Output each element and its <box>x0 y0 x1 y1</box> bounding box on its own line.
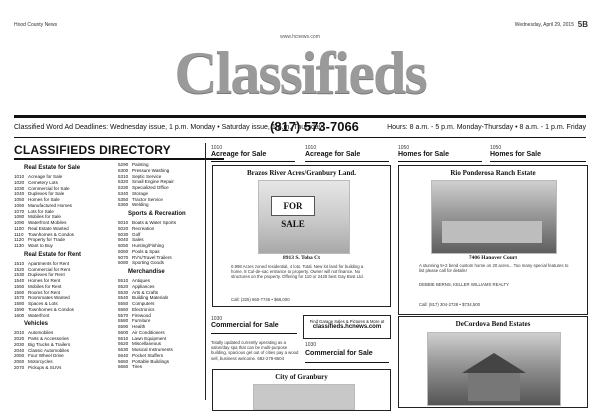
directory-item-code: 5620 <box>118 341 129 347</box>
directory-item-code: 1550 <box>14 283 25 289</box>
directory-section-heading: Real Estate for Rent <box>24 251 82 258</box>
category-homes-for-sale: Homes for Sale <box>490 151 541 158</box>
directory-item-label: Big Trucks & Trailers <box>28 341 71 347</box>
directory-item-code: 5020 <box>118 225 129 231</box>
directory-item-code: 1540 <box>14 278 25 283</box>
classified-phone: (817) 573-7066 <box>270 119 359 134</box>
directory-item-label: Parts & Accessories <box>28 336 69 341</box>
directory-item-code: 1010 <box>14 174 25 179</box>
directory-item-label: Townhomes & Condos <box>28 306 74 312</box>
directory-item-code: 2030 <box>14 341 25 347</box>
commercial-ad-text: Totally updated currently operating as a salon/day spa that can be multi-purpose building, spacious get out of cities pay a wood sell, business welcome. 682-279-6504 <box>211 340 299 361</box>
category-rule <box>490 161 586 162</box>
directory-item <box>14 365 109 371</box>
directory-column-2 <box>118 162 214 370</box>
directory-item-code: 5580 <box>118 318 129 324</box>
directory-item <box>14 313 109 319</box>
directory-item-code: 2010 <box>14 330 25 336</box>
directory-item-code: 1560 <box>14 289 25 295</box>
house-photo <box>427 332 561 406</box>
directory-item-label: Furniture <box>132 318 151 324</box>
directory-item-label: Automobiles <box>28 330 54 336</box>
ad-city-of-granbury <box>212 369 391 411</box>
page-number: 5B <box>577 20 588 29</box>
directory-item-label: Antiques <box>132 278 150 283</box>
directory-item-code: 1050 <box>14 197 25 202</box>
directory-item-code: 5360 <box>118 202 129 208</box>
category-code: 1050 <box>398 145 410 151</box>
promo-url[interactable]: classifieds.hcnews.com <box>312 324 382 330</box>
ad-address: 8913 S. Toba Ct <box>283 255 320 261</box>
directory-item-code: 5080 <box>118 260 129 266</box>
ad-brazos-river-acres <box>212 165 391 307</box>
directory-title: CLASSIFIEDS DIRECTORY <box>14 143 171 157</box>
directory-item <box>118 364 214 370</box>
directory-item <box>14 243 109 249</box>
directory-item-code: 5650 <box>118 358 129 364</box>
ad-decordova-bend-estates <box>398 316 588 408</box>
directory-item-label: Appliances <box>132 283 155 289</box>
directory-item-code: 5350 <box>118 196 129 202</box>
directory-item-code: 2050 <box>14 353 25 359</box>
classifieds-directory <box>14 143 224 400</box>
house-shape <box>442 221 542 243</box>
directory-item-code: 1070 <box>14 208 25 214</box>
directory-item-label: Painting <box>132 162 149 167</box>
directory-item-code: 5600 <box>118 329 129 335</box>
directory-item-label: Storage <box>132 190 149 196</box>
directory-item-label: Mobiles for Sale <box>28 214 61 220</box>
directory-item-label: Property for Trade <box>28 237 66 243</box>
roof-shape <box>462 353 526 373</box>
category-acreage-for-sale: Acreage for Sale <box>305 151 361 158</box>
directory-item-code: 1040 <box>14 191 25 197</box>
directory-item-code: 5040 <box>118 237 129 243</box>
directory-item-code: 5530 <box>118 289 129 295</box>
house-wall <box>468 373 520 401</box>
masthead-title: Classifieds <box>174 40 426 106</box>
directory-item-code: 1120 <box>14 237 24 243</box>
promo-line-1: Find Garage Sales & Pictures & More at <box>309 319 385 324</box>
ranch-photo <box>431 180 557 254</box>
directory-item-code: 5060 <box>118 248 129 254</box>
category-rule <box>305 362 389 363</box>
category-rule <box>398 161 482 162</box>
column-divider <box>205 143 206 400</box>
directory-item-label: Classic Automobiles <box>28 347 70 353</box>
directory-item-code: 1570 <box>14 295 25 301</box>
directory-item-label: Waterfront <box>28 312 50 318</box>
directory-item-label: Lawn Equipment <box>132 335 167 341</box>
category-acreage-for-sale: Acreage for Sale <box>211 151 267 158</box>
directory-item-label: Commercial for Sale <box>28 185 70 191</box>
directory-item-code: 5340 <box>118 190 129 196</box>
directory-item <box>118 260 214 266</box>
directory-item-code: 1530 <box>14 272 25 278</box>
directory-item-code: 5540 <box>118 295 129 301</box>
directory-item-code: 5550 <box>118 301 129 306</box>
directory-item-code: 5520 <box>118 283 129 289</box>
directory-section-heading: Sports & Recreation <box>128 211 186 217</box>
directory-item-label: Welding <box>132 202 149 208</box>
directory-item-label: Portable Buildings <box>132 358 170 364</box>
directory-item-label: Roommates Wanted <box>28 295 70 301</box>
directory-item-label: Air Conditioners <box>132 329 165 335</box>
ad-title: DeCordova Bend Estates <box>455 320 531 328</box>
directory-item-label: Hunting/Fishing <box>132 243 164 248</box>
directory-section-heading: Real Estate for Sale <box>24 165 81 171</box>
directory-item-label: Cemetery Lots <box>28 179 58 185</box>
directory-item-code: 5660 <box>118 364 129 370</box>
category-code: 1010 <box>305 145 317 151</box>
directory-item-label: Apartments for Rent <box>28 260 70 266</box>
directory-item-code: 1090 <box>14 220 25 225</box>
directory-item <box>118 202 214 208</box>
directory-item-label: Want to Buy <box>28 243 53 248</box>
bar-rule <box>14 137 586 138</box>
issue-date: Wednesday, April 29, 2015 <box>514 22 574 28</box>
directory-item-code: 2070 <box>14 364 25 370</box>
directory-item-label: Boats & Water Sports <box>132 220 176 225</box>
directory-item-code: 5290 <box>118 162 129 167</box>
directory-item-code: 5010 <box>118 220 129 225</box>
classifieds-website-promo <box>303 315 391 339</box>
directory-item-code: 1590 <box>14 306 25 312</box>
directory-item-label: Four Wheel Drive <box>28 353 64 359</box>
ad-description: 0.998 Acres zoned residential, 4 lots. Total. New lot land for building a home. 8 Cul-de-sac entrance to property. Owner will not finance. No structures on the property. Offering for 110 or 2425 best Gay Bost Ltd. <box>231 264 364 280</box>
directory-item-code: 1580 <box>14 301 25 306</box>
directory-item-label: Specialized Office <box>132 185 169 190</box>
directory-item-label: Sales <box>132 237 144 243</box>
directory-item-label: Lots for Sale <box>28 208 54 214</box>
category-rule <box>211 333 297 334</box>
directory-item-code: 1510 <box>14 260 25 266</box>
deadline-bar <box>14 118 586 136</box>
ad-agent: DEBBIE BERNS, KELLER WILLIAMS REALTY <box>419 282 509 287</box>
directory-item-code: 5640 <box>118 352 129 358</box>
directory-column-1 <box>14 162 109 371</box>
directory-item-code: 2060 <box>14 359 25 364</box>
land-photo <box>258 180 350 254</box>
directory-item-code: 5590 <box>118 324 129 329</box>
directory-item-code: 1030 <box>14 185 25 191</box>
directory-item-code: 1100 <box>14 225 24 231</box>
directory-item-code: 1060 <box>14 202 25 208</box>
directory-item-code: 5510 <box>118 278 129 283</box>
directory-item-label: Septic Service <box>132 173 162 179</box>
ad-rio-ponderosa <box>398 165 588 315</box>
ad-phone-price: Call: (817) 304-2728 • $734,500 <box>419 302 480 307</box>
directory-item-code: 2040 <box>14 347 25 353</box>
directory-item-label: Computers <box>132 301 155 306</box>
category-commercial-for-sale: Commercial for Sale <box>211 322 279 329</box>
ad-title: Rio Ponderosa Ranch Estate <box>450 169 536 177</box>
directory-item-label: Arts & Crafts <box>132 289 159 295</box>
directory-item-label: Manufactured Homes <box>28 202 72 208</box>
directory-item-label: Building Materials <box>132 295 169 301</box>
directory-item-code: 5030 <box>118 231 129 237</box>
directory-item-label: Electronics <box>132 306 155 312</box>
directory-item-code: 1020 <box>14 179 25 185</box>
category-commercial-for-sale: Commercial for Sale <box>305 350 373 357</box>
category-code: 1010 <box>211 145 223 151</box>
ad-address: 7406 Hanover Court <box>468 255 518 261</box>
directory-item-code: 5320 <box>118 179 129 185</box>
city-photo <box>253 384 355 410</box>
directory-item-label: Mobiles for Rent <box>28 283 62 289</box>
directory-item-code: 5070 <box>118 254 129 260</box>
ad-description: A stunning 5+2 bend custom home on 20 acres... Too many special features to list please call for details! <box>419 263 569 274</box>
directory-item-code: 5050 <box>118 243 129 248</box>
category-code: 1030 <box>211 316 223 322</box>
directory-item-label: Pools & Spas <box>132 248 160 254</box>
directory-item-label: Spaces & Lots <box>28 301 58 306</box>
category-rule <box>305 161 389 162</box>
directory-item-label: Homes for Rent <box>28 278 61 283</box>
office-hours: Hours: 8 a.m. - 5 p.m. Monday-Thursday • 8 a.m. - 1 p.m. Friday <box>387 124 586 131</box>
directory-rule <box>14 158 224 160</box>
directory-item-label: Miscellaneous <box>132 341 162 347</box>
directory-section-heading: Vehicles <box>24 321 49 328</box>
directory-item-label: Waterfront Mobiles <box>28 220 67 225</box>
directory-item-code: 2020 <box>14 336 25 341</box>
directory-item-label: Motorcycles <box>28 359 53 364</box>
directory-item-label: Duplexes for Rent <box>28 272 65 278</box>
directory-item-label: Recreation <box>132 225 155 231</box>
directory-item-code: 5310 <box>118 173 129 179</box>
directory-item-label: Sporting Goods <box>132 260 164 266</box>
directory-item-label: Real Estate Wanted <box>28 225 69 231</box>
site-url: www.hcnews.com <box>280 34 320 40</box>
category-homes-for-sale: Homes for Sale <box>398 151 449 158</box>
directory-item-code: 5570 <box>118 312 129 318</box>
directory-item-code: 5300 <box>118 167 129 173</box>
directory-item-code: 1110 <box>14 231 24 237</box>
directory-item-label: Pocket Stuffers <box>132 352 164 358</box>
category-code: 1050 <box>490 145 502 151</box>
directory-item-code: 5610 <box>118 335 129 341</box>
directory-item-label: Acreage for Sale <box>28 174 63 179</box>
directory-item-label: Townhomes & Condos <box>28 231 74 237</box>
directory-item-code: 5560 <box>118 306 129 312</box>
for-sale-sign: FOR SALE <box>271 196 315 216</box>
category-rule <box>211 161 295 162</box>
directory-item-code: 1520 <box>14 266 25 272</box>
directory-item-label: Small Engine Repair <box>132 179 174 185</box>
directory-section-heading: Merchandise <box>128 269 165 275</box>
directory-item-label: Commercial for Rent <box>28 266 71 272</box>
directory-item-label: Musical Instruments <box>132 347 173 352</box>
directory-item-code: 1600 <box>14 312 25 318</box>
directory-item-label: Golf <box>132 231 141 237</box>
directory-item-label: Tires <box>132 364 143 370</box>
directory-item-code: 1080 <box>14 214 25 220</box>
directory-item-label: Firewood <box>132 312 151 318</box>
directory-item-code: 1130 <box>14 243 24 248</box>
ad-title: Brazos River Acres/Granbury Land. <box>246 169 357 177</box>
deadline-text: Classified Word Ad Deadlines: Wednesday issue, 1 p.m. Monday • Saturday issue, 1 p.m. Thursday <box>14 124 323 131</box>
directory-item-label: Pickups & SUVs <box>28 364 62 370</box>
directory-item-label: Rooms for Rent <box>28 289 61 295</box>
category-code: 1030 <box>305 342 317 348</box>
directory-item-label: RV's/Travel Trailers <box>132 254 172 260</box>
directory-item-label: Duplexes for Sale <box>28 191 65 197</box>
directory-item-label: Health <box>132 324 146 329</box>
publication-name: Hood County News <box>14 22 58 28</box>
ad-title: City of Granbury <box>275 373 328 381</box>
directory-item-label: Tractor Service <box>132 196 163 202</box>
ad-phone-price: Call: (325) 660-7746 • $66,000 <box>231 297 290 302</box>
directory-item-code: 5330 <box>118 185 129 190</box>
directory-item-label: Homes for Sale <box>28 197 60 202</box>
directory-item-code: 5630 <box>118 347 129 352</box>
directory-item-label: Pressure Washing <box>132 167 170 173</box>
